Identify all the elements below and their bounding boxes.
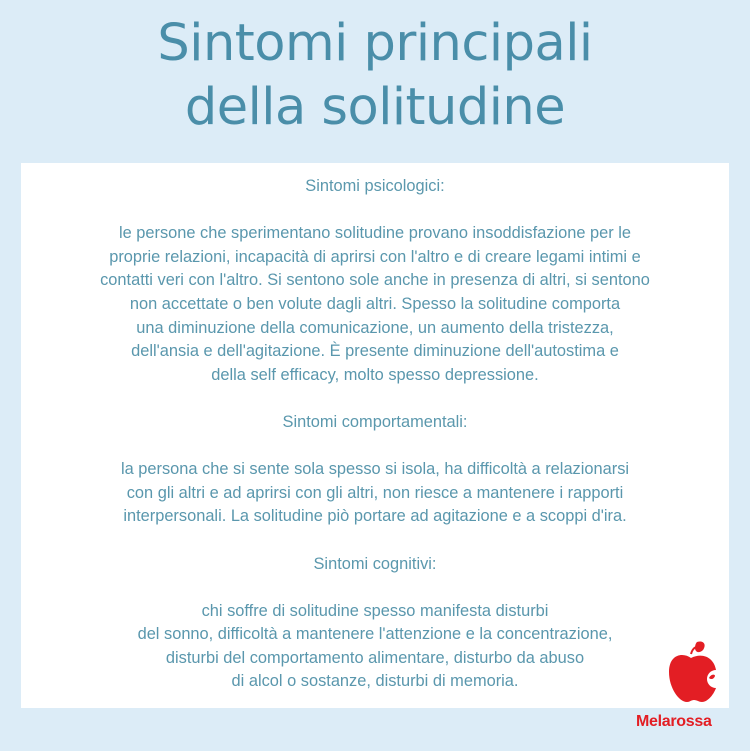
text-line: una diminuzione della comunicazione, un aumento della tristezza,	[136, 318, 614, 337]
section-heading: Sintomi cognitivi:	[313, 554, 437, 573]
section-psicologici	[21, 175, 729, 387]
text-line: di alcol o sostanze, disturbi di memoria.	[231, 672, 519, 691]
apple-icon	[667, 638, 719, 706]
section-heading: Sintomi comportamentali:	[282, 412, 468, 431]
text-line: le persone che sperimentano solitudine provano insoddisfazione per le	[118, 224, 632, 243]
text-line: della self efficacy, molto spesso depressione.	[211, 365, 539, 384]
content-body	[21, 175, 729, 718]
text-line: interpersonali. La solitudine piò portare ad agitazione e a scoppi d'ira.	[123, 507, 627, 526]
title-line-1: Sintomi principali	[157, 14, 593, 73]
section-text	[21, 222, 729, 387]
brand-logo	[657, 638, 729, 708]
text-line: contatti veri con l'altro. Si sentono sole anche in presenza di altri, si sentono	[100, 271, 650, 290]
brand-name: Melarossa	[636, 713, 712, 730]
section-text	[21, 458, 729, 529]
page-title	[0, 12, 750, 140]
section-cognitivi	[21, 553, 729, 695]
text-line: non accettate o ben volute dagli altri. Spesso la solitudine comporta	[129, 294, 621, 313]
text-line: proprie relazioni, incapacità di aprirsi con l'altro e di creare legami intimi e	[109, 247, 641, 266]
section-text	[21, 600, 729, 694]
text-line: con gli altri e ad aprirsi con gli altri, non riesce a mantenere i rapporti	[126, 483, 624, 502]
text-line: disturbi del comportamento alimentare, disturbo da abuso	[165, 648, 585, 667]
section-comportamentali	[21, 411, 729, 529]
title-line-2: della solitudine	[184, 78, 566, 137]
text-line: dell'ansia e dell'agitazione. È presente diminuzione dell'autostima e	[131, 342, 619, 361]
text-line: del sonno, difficoltà a mantenere l'attenzione e la concentrazione,	[137, 625, 613, 644]
section-heading: Sintomi psicologici:	[305, 177, 445, 195]
text-line: la persona che si sente sola spesso si isola, ha difficoltà a relazionarsi	[120, 460, 630, 479]
text-line: chi soffre di solitudine spesso manifesta disturbi	[201, 601, 549, 620]
content-panel	[21, 163, 729, 708]
